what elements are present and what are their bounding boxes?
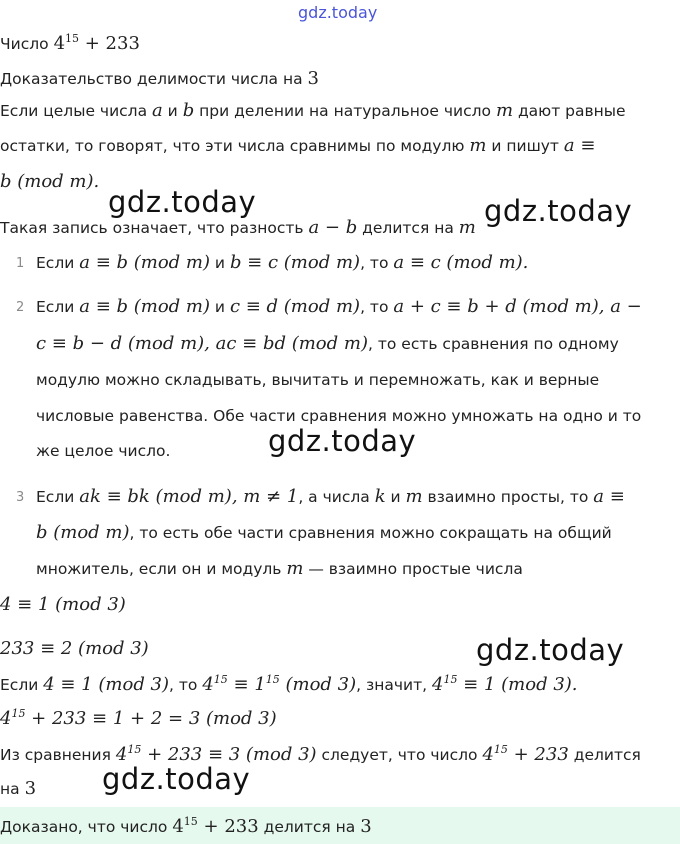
record-line: Такая запись означает, что разность a − b делится на m [0, 217, 476, 238]
step-6: на 3 [0, 778, 37, 799]
title-expression: $4^{15} + 233$ [53, 32, 140, 54]
watermark-top: gdz.today [298, 3, 378, 22]
property-number-1: 1 [16, 256, 25, 271]
watermark-5: gdz.today [102, 762, 251, 796]
result-box [0, 807, 680, 844]
property-2-line-1: Если a ≡ b (mod m) и c ≡ d (mod m), то a + c ≡ b + d (mod m), a − [36, 296, 642, 317]
result-text: Доказано, что число $4^{15} + 233$ делится на 3 [0, 815, 372, 837]
step-3: Если 4 ≡ 1 (mod 3), то $4^{15} \equiv 1^{15}$ (mod 3), значит, $4^{15} \equiv 1$ (mod 3). [0, 673, 578, 695]
intro-line-1: Если целые числа a и b при делении на натуральное число m дают равные [0, 100, 626, 121]
property-2-line-4: числовые равенства. Обе части сравнения можно умножать на одно и то [36, 407, 642, 425]
property-3-line-3: множитель, если он и модуль m — взаимно простые числа [36, 558, 523, 579]
proof-heading: Доказательство делимости числа на 3 [0, 68, 319, 89]
property-3-line-1: Если ak ≡ bk (mod m), m ≠ 1, а числа k и m взаимно просты, то a ≡ [36, 486, 625, 507]
property-2-line-2: c ≡ b − d (mod m), ac ≡ bd (mod m), то есть сравнения по одному [36, 333, 619, 354]
title-label: Число [0, 35, 49, 53]
step-4: $4^{15} + 233 \equiv 1 + 2 = 3$ (mod 3) [0, 707, 277, 729]
watermark-3: gdz.today [268, 424, 417, 458]
step-5: Из сравнения $4^{15} + 233 \equiv 3$ (mod 3) следует, что число $4^{15} + 233$ делится [0, 743, 641, 765]
watermark-1: gdz.today [108, 185, 257, 219]
watermark-4: gdz.today [476, 633, 625, 667]
property-number-2: 2 [16, 300, 25, 315]
step-2: 233 ≡ 2 (mod 3) [0, 638, 149, 659]
property-2-line-3: модулю можно складывать, вычитать и перемножать, как и верные [36, 371, 600, 389]
property-1: Если a ≡ b (mod m) и b ≡ c (mod m), то a ≡ c (mod m). [36, 252, 529, 273]
intro-line-2: остатки, то говорят, что эти числа сравнимы по модулю m и пишут a ≡ [0, 135, 596, 156]
step-1: 4 ≡ 1 (mod 3) [0, 594, 126, 615]
watermark-2: gdz.today [484, 194, 633, 228]
property-2-line-5: же целое число. [36, 442, 171, 460]
intro-line-3: b (mod m). [0, 171, 100, 192]
property-3-line-2: b (mod m), то есть обе части сравнения можно сокращать на общий [36, 522, 612, 543]
property-number-3: 3 [16, 490, 25, 505]
title-line [0, 32, 140, 54]
